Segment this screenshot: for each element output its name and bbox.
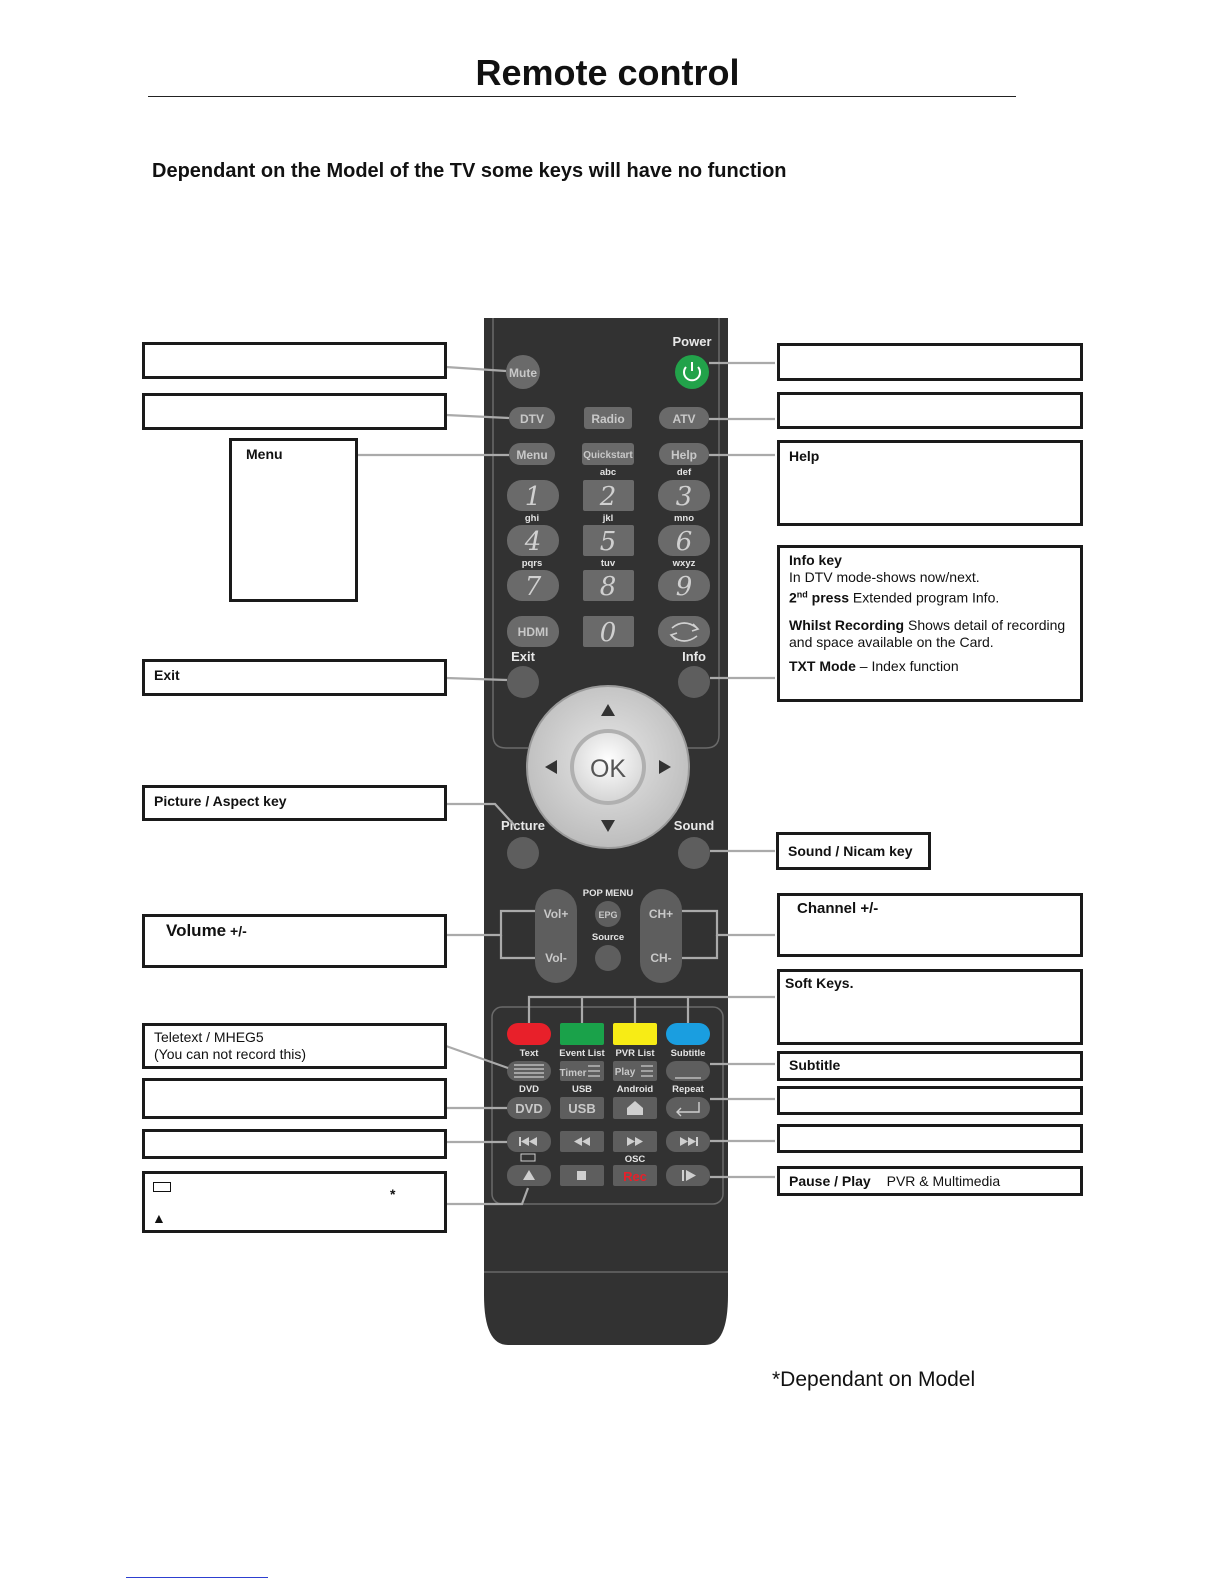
ch-plus-label: CH+ [648, 907, 674, 921]
usb-row-label: USB [571, 1084, 593, 1095]
menu-callout [229, 438, 358, 602]
event-list-key-label: Event List [559, 1048, 605, 1059]
dvd-row-label: DVD [518, 1084, 540, 1095]
source-label: Source [591, 932, 625, 943]
info-callout-line4-bold: TXT Mode [789, 657, 856, 674]
info-button[interactable] [678, 666, 710, 698]
exit-label: Exit [511, 649, 535, 664]
repeat-button[interactable] [666, 1097, 710, 1119]
swap-button[interactable] [658, 616, 710, 647]
vol-plus-label: Vol+ [543, 907, 569, 921]
text-key-label: Text [519, 1048, 539, 1059]
ok-label: OK [589, 755, 627, 783]
soft-keys-callout-title: Soft Keys. [785, 975, 854, 991]
digit-letters-9: wxyz [672, 558, 696, 569]
sound-label: Sound [673, 818, 715, 833]
subtitle-callout-title: Subtitle [789, 1057, 841, 1073]
exit-button[interactable] [507, 666, 539, 698]
blue-key[interactable] [666, 1023, 710, 1045]
info-callout-line2-num: 2 [789, 589, 797, 606]
digit-2-label: 2 [599, 482, 617, 512]
digit-letters-6: mno [673, 513, 695, 524]
volume-callout [142, 914, 447, 968]
teletext-callout [142, 1023, 447, 1069]
page-title: Remote control [475, 52, 740, 93]
green-key[interactable] [560, 1023, 604, 1045]
power-callout [777, 343, 1083, 381]
atv-label: ATV [672, 412, 696, 426]
osc-label: OSC [624, 1154, 646, 1165]
page-subtitle: Dependant on the Model of the TV some keys will have no function [152, 160, 787, 182]
source-button[interactable] [595, 945, 621, 971]
sound-callout-title: Sound / Nicam key [788, 843, 913, 859]
info-callout [777, 545, 1083, 702]
exit-callout [142, 659, 447, 696]
picture-callout-title: Picture / Aspect key [154, 793, 287, 809]
menu-callout-title: Menu [246, 446, 283, 462]
teletext-button[interactable] [507, 1061, 551, 1081]
volume-callout-title: Volume [166, 921, 227, 940]
digit-1-label: 1 [524, 482, 542, 512]
digit-8-label: 8 [599, 572, 617, 602]
dvd-label: DVD [515, 1101, 543, 1116]
digit-4-label: 4 [524, 527, 542, 557]
pause-play-callout [777, 1166, 1083, 1196]
channel-rocker[interactable] [640, 889, 682, 983]
teletext-callout-line2: (You can not record this) [154, 1046, 307, 1062]
keyboard-footnote-star: * [390, 1186, 396, 1202]
info-callout-line4-rest: – Index function [855, 657, 959, 674]
picture-callout [142, 785, 447, 821]
volume-callout-suffix: +/- [226, 923, 247, 939]
volume-rocker[interactable] [535, 889, 577, 983]
teletext-callout-line1: Teletext / MHEG5 [154, 1029, 264, 1045]
atv-callout [777, 392, 1083, 429]
info-callout-title: Info key [789, 552, 842, 568]
info-callout-line2-sup: nd [796, 589, 808, 599]
picture-button[interactable] [507, 837, 539, 869]
dvd-callout [142, 1078, 447, 1119]
keyboard-eject-callout [142, 1171, 447, 1233]
help-callout [777, 440, 1083, 526]
digit-9-label: 9 [675, 572, 693, 602]
sound-callout [776, 832, 931, 870]
hdmi-label: HDMI [517, 625, 549, 639]
usb-label: USB [568, 1101, 596, 1116]
digit-letters-4: ghi [524, 513, 540, 524]
channel-callout-title: Channel +/- [797, 900, 879, 917]
skip-callout [142, 1129, 447, 1159]
digit-letters-2: abc [599, 467, 617, 478]
ch-minus-label: CH- [650, 951, 672, 965]
menu-label: Menu [516, 448, 548, 462]
mute-callout [142, 342, 447, 379]
dtv-label: DTV [520, 412, 544, 426]
help-callout-title: Help [789, 448, 820, 464]
quickstart-label: Quickstart [583, 450, 633, 461]
help-label: Help [670, 448, 698, 462]
vol-minus-label: Vol- [545, 951, 567, 965]
bottom-link-underline [126, 1577, 268, 1578]
digit-letters-3: def [676, 467, 692, 478]
power-label: Power [672, 334, 712, 349]
subtitle-callout [777, 1051, 1083, 1081]
picture-label: Picture [500, 818, 546, 833]
digit-letters-5: jkl [602, 513, 614, 524]
yellow-key[interactable] [613, 1023, 657, 1045]
info-callout-line3-bold: Whilst Recording [789, 616, 905, 633]
pop-menu-label: POP MENU [582, 888, 634, 899]
info-callout-line1: In DTV mode-shows now/next. [789, 569, 980, 585]
keyboard-icon [153, 1182, 171, 1192]
digit-letters-8: tuv [600, 558, 616, 569]
timer-label: Timer [559, 1068, 587, 1079]
red-key[interactable] [507, 1023, 551, 1045]
stop-icon [577, 1171, 586, 1180]
pause-play-callout-title: Pause / Play [789, 1173, 871, 1189]
rec-label: Rec [623, 1169, 647, 1184]
footnote: *Dependant on Model [772, 1368, 976, 1391]
info-label: Info [682, 649, 706, 664]
power-button[interactable] [675, 355, 709, 389]
repeat-callout [777, 1086, 1083, 1115]
radio-label: Radio [591, 412, 625, 426]
digit-7-label: 7 [524, 572, 542, 602]
info-callout-line3-rest: Shows detail of recording and space available on the Card. [789, 616, 1066, 650]
exit-callout-title: Exit [154, 667, 180, 683]
next-callout [777, 1124, 1083, 1153]
digit-5-label: 5 [599, 527, 617, 557]
digit-letters-7: pqrs [521, 558, 543, 569]
epg-label: EPG [598, 910, 618, 920]
channel-callout [777, 893, 1083, 957]
android-row-label: Android [616, 1084, 654, 1095]
soft-keys-callout [777, 969, 1083, 1045]
pause-play-callout-desc: PVR & Multimedia [886, 1173, 1001, 1189]
mute-label: Mute [509, 366, 537, 380]
info-callout-line2-bold: press [807, 589, 850, 606]
subtitle-key-label: Subtitle [670, 1048, 706, 1059]
eject-callout-icon: ▲ [152, 1210, 166, 1226]
play-label: Play [614, 1067, 636, 1078]
digit-3-label: 3 [675, 482, 693, 512]
info-callout-line2-rest: Extended program Info. [849, 589, 1000, 606]
dtv-callout [142, 393, 447, 430]
digit-0-label: 0 [599, 618, 617, 648]
pvr-list-key-label: PVR List [615, 1048, 655, 1059]
digit-6-label: 6 [675, 527, 693, 557]
repeat-row-label: Repeat [672, 1084, 704, 1095]
sound-button[interactable] [678, 837, 710, 869]
